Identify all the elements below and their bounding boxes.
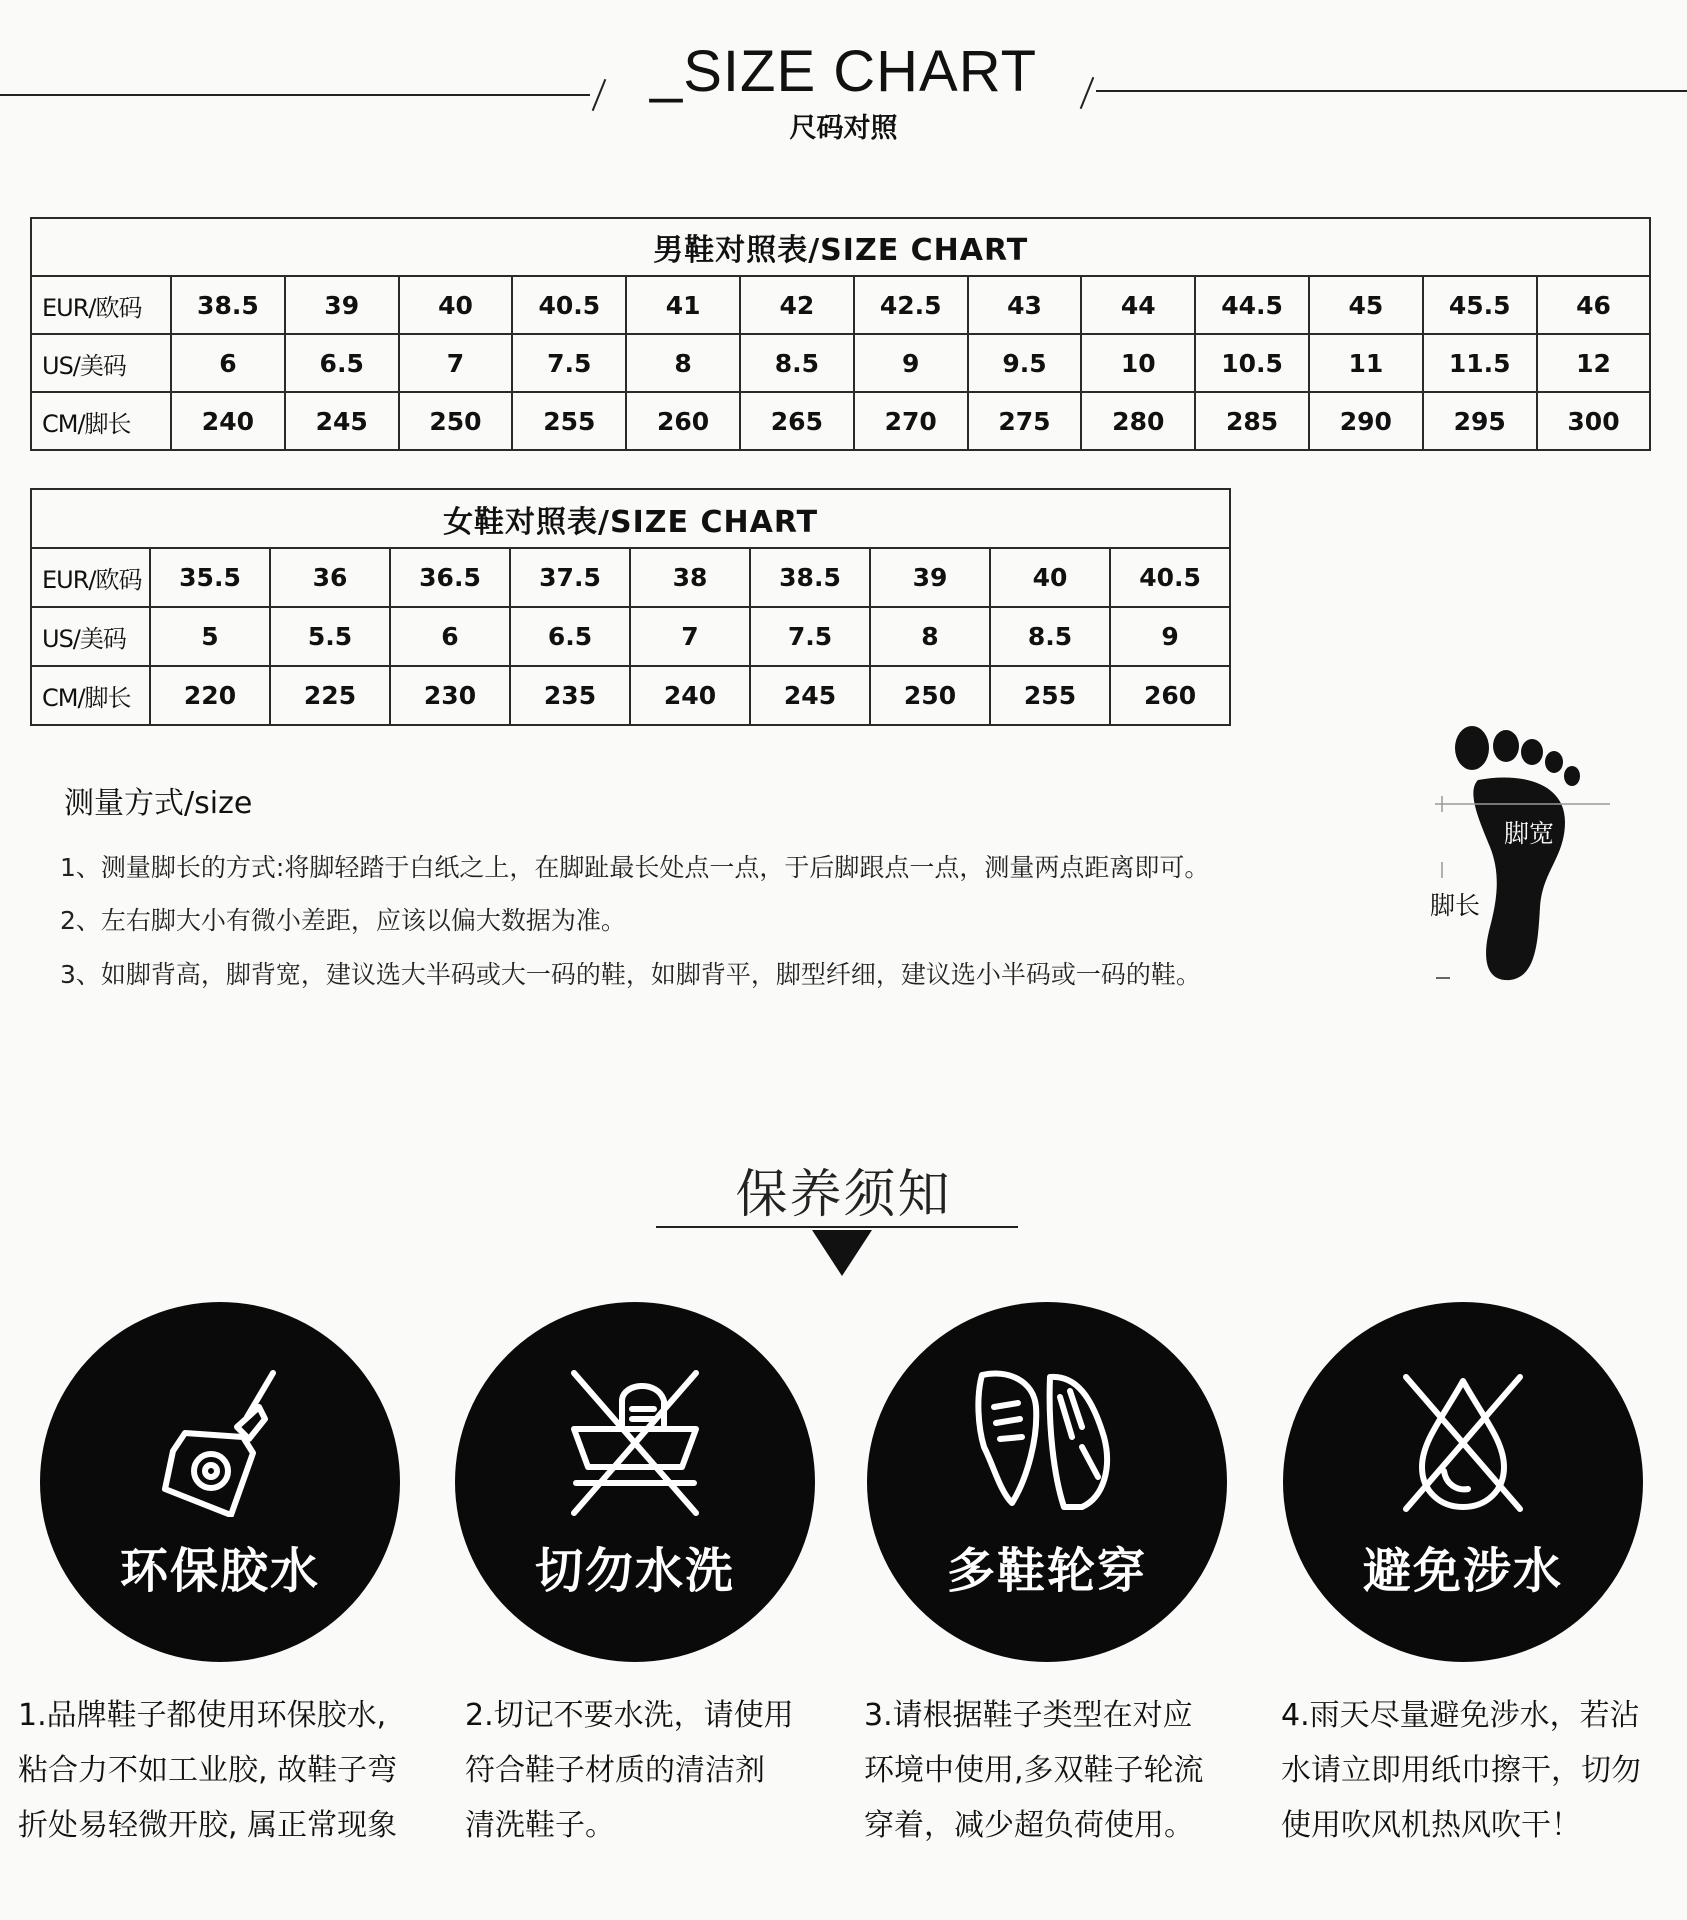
size-cell: 5 <box>150 607 270 666</box>
page-subtitle: 尺码对照 <box>789 113 898 144</box>
men-row-eur <box>31 276 1650 334</box>
size-cell: 45 <box>1309 276 1423 334</box>
men-size-table <box>30 217 1651 451</box>
multiple-shoes-icon <box>972 1367 1122 1517</box>
size-cell: 245 <box>750 666 870 725</box>
measure-item: 2、左右脚大小有微小差距，应该以偏大数据为准。 <box>60 906 626 935</box>
care-title-rule <box>656 1226 1018 1228</box>
size-cell: 8.5 <box>740 334 854 392</box>
care-desc-line: 穿着，减少超负荷使用。 <box>864 1808 1194 1843</box>
size-cell: 290 <box>1309 392 1423 450</box>
down-triangle-icon <box>812 1230 872 1276</box>
size-cell: 35.5 <box>150 548 270 607</box>
size-cell: 6.5 <box>285 334 399 392</box>
size-cell: 230 <box>390 666 510 725</box>
women-table-caption: 女鞋对照表/SIZE CHART <box>31 489 1230 548</box>
size-cell: 240 <box>630 666 750 725</box>
size-cell: 40.5 <box>1110 548 1230 607</box>
glue-bottle-icon <box>145 1367 295 1517</box>
size-cell: 280 <box>1081 392 1195 450</box>
row-label: US/美码 <box>31 607 150 666</box>
size-cell: 5.5 <box>270 607 390 666</box>
size-cell: 39 <box>285 276 399 334</box>
size-cell: 11 <box>1309 334 1423 392</box>
men-table-caption: 男鞋对照表/SIZE CHART <box>31 218 1650 276</box>
size-cell: 235 <box>510 666 630 725</box>
care-circle-no-wash <box>455 1302 815 1662</box>
size-cell: 6 <box>171 334 285 392</box>
size-cell: 40 <box>399 276 513 334</box>
care-desc-line: 4.雨天尽量避免涉水，若沾 <box>1281 1698 1640 1733</box>
footprint-icon <box>1430 722 1630 988</box>
size-cell: 42 <box>740 276 854 334</box>
no-wash-icon <box>560 1367 710 1517</box>
size-cell: 38.5 <box>171 276 285 334</box>
size-cell: 285 <box>1195 392 1309 450</box>
care-desc-line: 使用吹风机热风吹干！ <box>1281 1808 1581 1843</box>
care-circle-no-water <box>1283 1302 1643 1662</box>
women-row-eur <box>31 548 1230 607</box>
size-cell: 39 <box>870 548 990 607</box>
size-cell: 46 <box>1537 276 1651 334</box>
size-cell: 9.5 <box>968 334 1082 392</box>
care-desc-line: 环境中使用,多双鞋子轮流 <box>864 1753 1204 1788</box>
women-size-table <box>30 488 1231 726</box>
size-cell: 40.5 <box>512 276 626 334</box>
size-cell: 40 <box>990 548 1110 607</box>
size-cell: 240 <box>171 392 285 450</box>
measure-title: 测量方式/size <box>64 786 253 821</box>
size-cell: 44 <box>1081 276 1195 334</box>
size-cell: 42.5 <box>854 276 968 334</box>
care-label: 环保胶水 <box>119 1543 320 1599</box>
size-cell: 6 <box>390 607 510 666</box>
size-cell: 265 <box>740 392 854 450</box>
row-label: CM/脚长 <box>31 666 150 725</box>
women-row-cm <box>31 666 1230 725</box>
size-cell: 36 <box>270 548 390 607</box>
care-desc-line: 1.品牌鞋子都使用环保胶水, <box>18 1698 387 1733</box>
size-cell: 260 <box>626 392 740 450</box>
size-cell: 8 <box>626 334 740 392</box>
size-cell: 260 <box>1110 666 1230 725</box>
size-cell: 8 <box>870 607 990 666</box>
size-cell: 38.5 <box>750 548 870 607</box>
care-description-multiple-shoes <box>864 1688 1204 1853</box>
care-label: 多鞋轮穿 <box>946 1543 1147 1599</box>
care-desc-line: 2.切记不要水洗，请使用 <box>465 1698 794 1733</box>
size-cell: 10 <box>1081 334 1195 392</box>
size-cell: 43 <box>968 276 1082 334</box>
care-desc-line: 3.请根据鞋子类型在对应 <box>864 1698 1193 1733</box>
care-desc-line: 符合鞋子材质的清洁剂 <box>465 1753 765 1788</box>
care-desc-line: 折处易轻微开胶, 属正常现象 <box>18 1808 398 1843</box>
size-cell: 9 <box>854 334 968 392</box>
size-cell: 37.5 <box>510 548 630 607</box>
size-cell: 7.5 <box>750 607 870 666</box>
size-cell: 275 <box>968 392 1082 450</box>
measure-item: 1、测量脚长的方式:将脚轻踏于白纸之上，在脚趾最长处点一点，于后脚跟点一点，测量两点距离即可。 <box>60 853 1210 882</box>
men-row-cm <box>31 392 1650 450</box>
size-cell: 45.5 <box>1423 276 1537 334</box>
size-cell: 220 <box>150 666 270 725</box>
size-cell: 7 <box>630 607 750 666</box>
care-title: 保养须知 <box>735 1165 952 1225</box>
size-cell: 300 <box>1537 392 1651 450</box>
size-cell: 255 <box>512 392 626 450</box>
size-cell: 270 <box>854 392 968 450</box>
care-description-no-water <box>1281 1688 1641 1853</box>
care-label: 避免涉水 <box>1362 1543 1563 1599</box>
care-description-glue <box>18 1688 397 1853</box>
size-cell: 250 <box>870 666 990 725</box>
size-cell: 6.5 <box>510 607 630 666</box>
no-water-icon <box>1388 1367 1538 1517</box>
size-cell: 11.5 <box>1423 334 1537 392</box>
care-circle-glue <box>40 1302 400 1662</box>
row-label: CM/脚长 <box>31 392 171 450</box>
measure-item: 3、如脚背高，脚背宽，建议选大半码或大一码的鞋，如脚背平，脚型纤细，建议选小半码或一码的鞋。 <box>60 960 1201 989</box>
men-row-us <box>31 334 1650 392</box>
size-cell: 44.5 <box>1195 276 1309 334</box>
care-circle-multiple-shoes <box>867 1302 1227 1662</box>
care-desc-line: 清洗鞋子。 <box>465 1808 615 1843</box>
size-cell: 41 <box>626 276 740 334</box>
size-cell: 225 <box>270 666 390 725</box>
size-cell: 295 <box>1423 392 1537 450</box>
size-cell: 9 <box>1110 607 1230 666</box>
care-desc-line: 粘合力不如工业胶, 故鞋子弯 <box>18 1753 398 1788</box>
size-cell: 12 <box>1537 334 1651 392</box>
care-description-no-wash <box>465 1688 794 1853</box>
foot-length-label: 脚长 <box>1430 891 1481 920</box>
size-cell: 245 <box>285 392 399 450</box>
size-cell: 36.5 <box>390 548 510 607</box>
page-title: _SIZE CHART <box>649 39 1037 104</box>
care-desc-line: 水请立即用纸巾擦干，切勿 <box>1281 1753 1641 1788</box>
foot-diagram <box>1430 722 1630 988</box>
care-label: 切勿水洗 <box>534 1543 735 1599</box>
size-cell: 250 <box>399 392 513 450</box>
row-label: US/美码 <box>31 334 171 392</box>
row-label: EUR/欧码 <box>31 276 171 334</box>
size-cell: 255 <box>990 666 1110 725</box>
size-cell: 7 <box>399 334 513 392</box>
size-cell: 10.5 <box>1195 334 1309 392</box>
row-label: EUR/欧码 <box>31 548 150 607</box>
size-cell: 8.5 <box>990 607 1110 666</box>
size-cell: 38 <box>630 548 750 607</box>
size-cell: 7.5 <box>512 334 626 392</box>
women-row-us <box>31 607 1230 666</box>
foot-width-label: 脚宽 <box>1504 819 1555 848</box>
